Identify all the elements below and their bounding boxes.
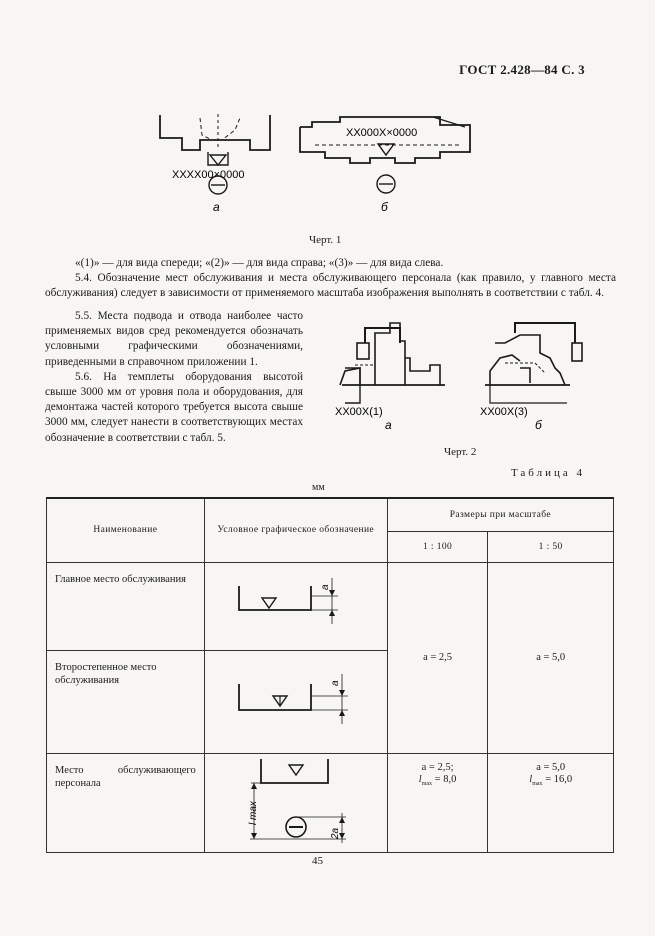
header-scale-50: 1 : 50: [488, 531, 614, 562]
symbol-main-service: [206, 564, 386, 646]
fig1-caption: Черт. 1: [309, 234, 342, 246]
fig1a-code: XXXX00×0000: [172, 169, 245, 181]
fig1b-triangle: [378, 144, 394, 155]
row-name-secondary: Второстепенное место обслуживания: [47, 650, 205, 753]
val-50-personnel: a = 5,0 $l_{max} = 16,0$: [488, 753, 614, 852]
fig2-caption: Черт. 2: [444, 446, 477, 458]
header-scale-100: 1 : 100: [387, 531, 488, 562]
symbol-secondary-service: [206, 652, 386, 749]
dim-a-secondary: a: [329, 679, 341, 686]
fig2b-letter: б: [535, 418, 542, 432]
fig2a-code: XX00X(1): [335, 406, 383, 418]
para-views: «(1)» — для вида спереди; «(2)» — для вида справа; «(3)» — для вида слева.: [75, 257, 444, 269]
header-symbol: Условное графическое обозначение: [204, 498, 387, 562]
dim-a-main: a: [319, 583, 331, 590]
row-name-personnel: Место обслуживающего персонала: [47, 753, 205, 852]
row-symbol-main: [204, 562, 387, 650]
dim-2a: 2a: [329, 827, 341, 839]
figure-2: [330, 313, 620, 433]
fig2a-letter: а: [385, 418, 392, 432]
fig1a-inner: [200, 118, 240, 140]
val-100-shared: a = 2,5: [387, 562, 488, 753]
fig1a-triangle: [210, 155, 226, 165]
fig1a-letter: а: [213, 200, 220, 214]
fig2b-code: XX00X(3): [480, 406, 528, 418]
row-symbol-personnel: [204, 753, 387, 852]
figure-1: [140, 100, 510, 235]
dim-l-max: l max: [247, 800, 259, 825]
val-50-shared: a = 5,0: [488, 562, 614, 753]
row-name-main: Главное место обслуживания: [47, 562, 205, 650]
val-100-personnel: a = 2,5; $l_{max} = 8,0$: [387, 753, 488, 852]
page-header: ГОСТ 2.428—84 С. 3: [459, 62, 585, 77]
row-symbol-secondary: [204, 650, 387, 753]
para-5-6: 5.6. На темплеты оборудования высотой свыше 3000 мм от уровня пола и оборудования, для демонтажа частей которого требуется высота свыше 3000 мм, следует нанести в соответствующих местах обозначение в соответствии с табл. 5.: [45, 370, 303, 444]
para-5-5: 5.5. Места подвода и отвода наиболее часто применяемых видов сред рекомендуется обозначать условными графическими обозначениями, приведенными в справочном приложении 1.: [45, 310, 303, 368]
para-5-4: 5.4. Обозначение мест обслуживания и места обслуживающего персонала (как правило, у главного места обслуживания) следует в зависимости от применяемого масштаба изображения выполнять в соответствии с табл. 4.: [45, 272, 616, 300]
symbol-personnel: [206, 755, 386, 848]
header-sizes: Размеры при масштабе: [387, 498, 613, 531]
fig1b-code: XX000X×0000: [346, 127, 418, 139]
header-name: Наименование: [47, 498, 205, 562]
table-4: [46, 497, 614, 853]
fig1b-letter: б: [381, 200, 388, 214]
fig1b-outline: [300, 117, 470, 163]
fig1a-outline: [160, 115, 270, 150]
table-unit: мм: [312, 482, 325, 493]
table-title: Таблица 4: [510, 467, 585, 479]
page-number: 45: [312, 855, 323, 867]
